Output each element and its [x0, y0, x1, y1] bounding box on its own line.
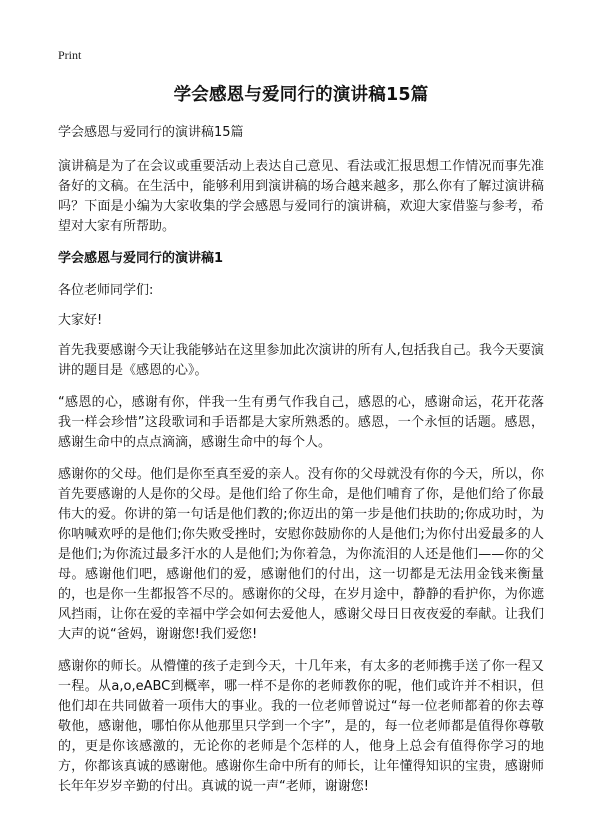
document-title: 学会感恩与爱同行的演讲稿15篇	[173, 85, 429, 105]
document-subtitle: 学会感恩与爱同行的演讲稿15篇	[58, 125, 244, 140]
body-paragraph: 感谢你的父母。他们是你至真至爱的亲人。没有你的父母就没有你的今天，所以，你首先要感谢的人是你的父母。是他们给了你生命，是他们哺育了你，是他们给了你最伟大的爱。你讲的第一句话是他们教的;你迈出的第一步是他们扶助的;你成功时，为你呐喊欢呼的是他们;你失败受挫时，安慰你鼓励你的人是他们;为你付出爱最多的人是他们;为你流过最多汗水的人是他们;为你着急，为你流泪的人还是他们——你的父母。感谢他们吧，感谢他们的爱，感谢他们的付出，这一切都是无法用金钱来衡量的，也是你一生都报答不尽的。感谢你的父母，在岁月途中，静静的看护你，为你遮风挡雨，让你在爱的幸福中学会如何去爱他人，感谢父母日日夜夜爱的奉献。让我们大声的说“爸妈，谢谢您!我们爱您!	[58, 467, 544, 643]
section-heading-1: 学会感恩与爱同行的演讲稿1	[58, 251, 224, 267]
greeting-line: 大家好!	[58, 313, 103, 329]
print-link[interactable]: Print	[58, 48, 82, 62]
intro-paragraph: 演讲稿是为了在会议或重要活动上表达自己意见、看法或汇报思想工作情况而事先准备好的文稿。在生活中，能够利用到演讲稿的场合越来越多，那么你有了解过演讲稿吗？下面是小编为大家收集的学会感恩与爱同行的演讲稿，欢迎大家借鉴与参考，希望对大家有所帮助。	[58, 159, 544, 235]
greeting-line: 各位老师同学们:	[58, 283, 154, 299]
body-paragraph: 首先我要感谢今天让我能够站在这里参加此次演讲的所有人,包括我自己。我今天要演讲的题目是《感恩的心》。	[58, 343, 544, 379]
body-paragraph: 感谢你的师长。从懵懂的孩子走到今天，十几年来，有太多的老师携手送了你一程又一程。从a,o,eABC到概率，哪一样不是你的老师教你的呢，他们或许并不相识，但他们却在共同做着一项伟大的事业。我的一位老师曾说过“每一位老师都着的你去尊敬他，感谢他，哪怕你从他那里只学到一个字”，是的，每一位老师都是值得你尊敬的，更是你该感激的，无论你的老师是个怎样的人，他身上总会有值得你学习的地方，你都该真诚的感谢他。感谢你生命中所有的师长，让年懂得知识的宝贵，感谢师长年年岁岁辛勤的付出。真诚的说一声“老师，谢谢您!	[58, 659, 544, 795]
body-paragraph: “感恩的心，感谢有你，伴我一生有勇气作我自己，感恩的心，感谢命运，花开花落我一样会珍惜”这段歌词和手语都是大家所熟悉的。感恩，一个永恒的话题。感恩，感谢生命中的点点滴滴，感谢生命中的每个人。	[58, 395, 544, 451]
